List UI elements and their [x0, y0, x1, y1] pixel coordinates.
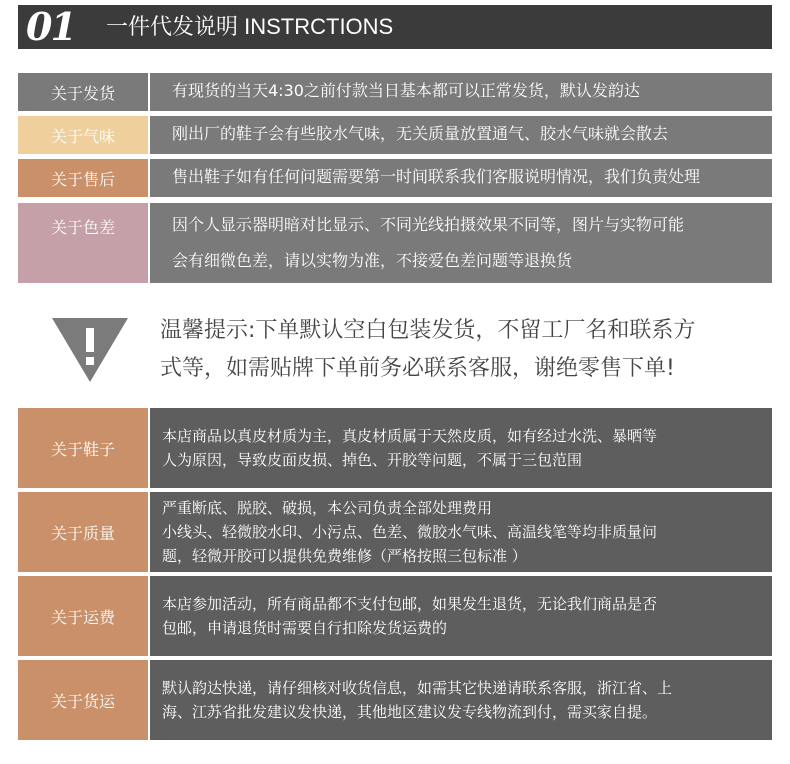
info-text-line: 有现货的当天4:30之前付款当日基本都可以正常发货，默认发韵达: [172, 81, 640, 100]
section-title: 一件代发说明 INSTRCTIONS: [106, 14, 394, 39]
info-text-line: 刚出厂的鞋子会有些胶水气味，无关质量放置通气、胶水气味就会散去: [172, 124, 669, 143]
info-content: [150, 159, 772, 197]
info-content: [150, 203, 772, 283]
detail-row-quality: [18, 492, 772, 572]
detail-content: [150, 408, 772, 488]
detail-content: [150, 660, 772, 740]
detail-text-line: 题，轻微开胶可以提供免费维修（严格按照三包标准 ）: [162, 547, 527, 565]
info-label: 关于发货: [18, 73, 148, 111]
info-row-color: [18, 203, 772, 283]
notice-line: 温馨提示:下单默认空白包装发货，不留工厂名和联系方: [160, 318, 696, 343]
detail-label: 关于货运: [18, 660, 148, 740]
info-label: 关于色差: [18, 203, 148, 283]
section-number: 01: [26, 4, 75, 49]
detail-text-line: 小线头、轻微胶水印、小污点、色差、微胶水气味、高温线笔等均非质量问: [162, 523, 658, 541]
warning-icon: [52, 318, 128, 382]
detail-label: 关于质量: [18, 492, 148, 572]
info-label: 关于气味: [18, 116, 148, 154]
detail-text-line: 默认韵达快递，请仔细核对收货信息，如需其它快递请联系客服，浙江省、上: [162, 679, 673, 697]
detail-text-line: 本店商品以真皮材质为主，真皮材质属于天然皮质，如有经过水洗、暴晒等: [162, 427, 658, 445]
info-row-aftersales: [18, 159, 772, 197]
detail-content: [150, 576, 772, 656]
detail-row-shoes: [18, 408, 772, 488]
detail-row-shipping-fee: [18, 576, 772, 656]
info-text-line: 会有细微色差，请以实物为准，不接爱色差问题等退换货: [172, 251, 573, 270]
info-content: [150, 116, 772, 154]
info-row-shipping: [18, 73, 772, 111]
notice-text: [160, 312, 760, 388]
info-text-line: 因个人显示器明暗对比显示、不同光线拍摄效果不同等，图片与实物可能: [172, 215, 685, 234]
detail-text-line: 人为原因，导致皮面皮损、掉色、开胶等问题，不属于三包范围: [162, 451, 583, 469]
section-header: [18, 5, 772, 49]
detail-text-line: 包邮，申请退货时需要自行扣除发货运费的: [162, 619, 448, 637]
detail-text-line: 海、江苏省批发建议发快递，其他地区建议发专线物流到付，需买家自提。: [162, 703, 658, 721]
info-label: 关于售后: [18, 159, 148, 197]
detail-text-line: 严重断底、脱胶、破损，本公司负责全部处理费用: [162, 499, 493, 517]
notice-line: 式等，如需贴牌下单前务必联系客服，谢绝零售下单!: [160, 356, 675, 381]
detail-label: 关于运费: [18, 576, 148, 656]
detail-label: 关于鞋子: [18, 408, 148, 488]
info-row-smell: [18, 116, 772, 154]
detail-text-line: 本店参加活动，所有商品都不支付包邮，如果发生退货，无论我们商品是否: [162, 595, 658, 613]
detail-content: [150, 492, 772, 572]
info-content: [150, 73, 772, 111]
detail-row-freight: [18, 660, 772, 740]
info-text-line: 售出鞋子如有任何问题需要第一时间联系我们客服说明情况，我们负责处理: [172, 167, 701, 186]
